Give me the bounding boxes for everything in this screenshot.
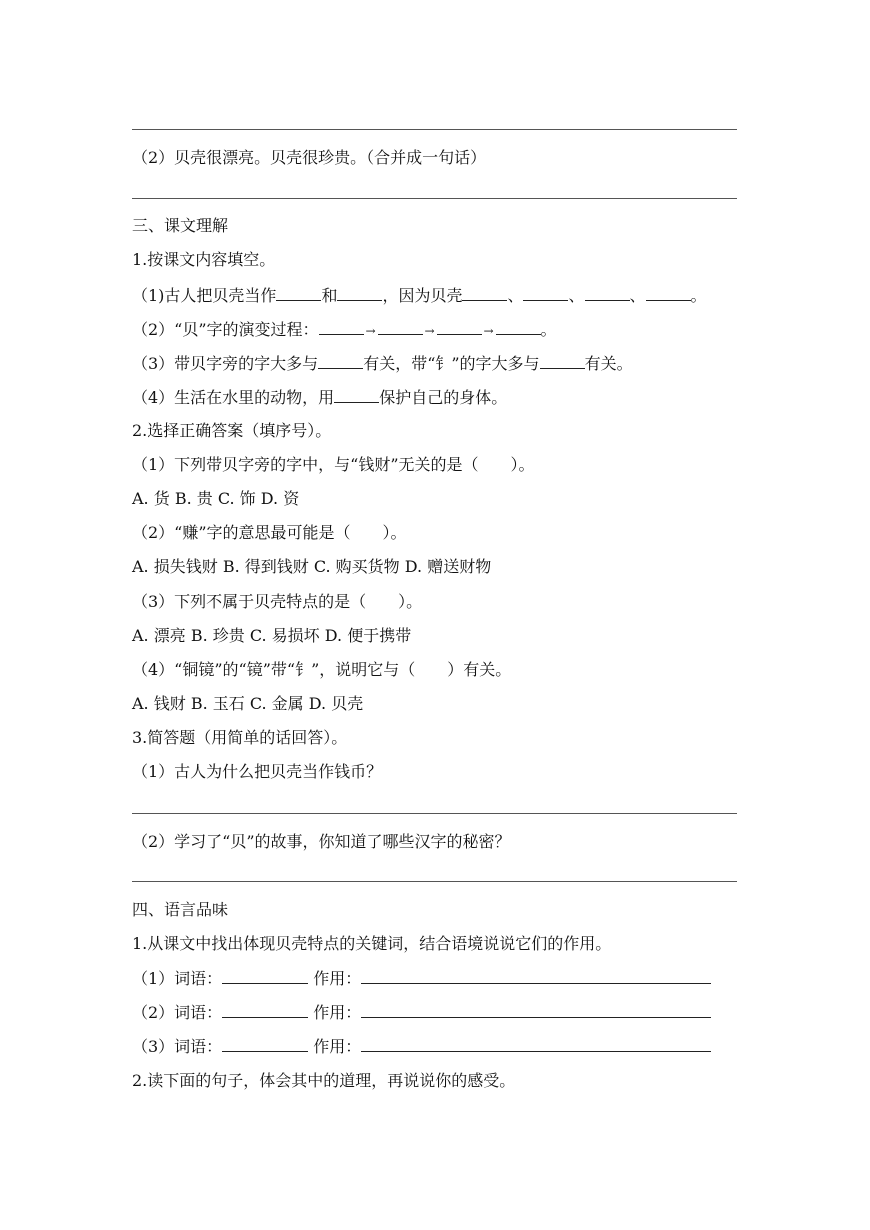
answer-line[interactable] <box>132 198 737 199</box>
keyword-row-3 <box>132 1036 711 1057</box>
fill-blank[interactable] <box>334 387 379 403</box>
usage-label: 作用： <box>313 1003 362 1022</box>
arrow-icon: → <box>483 324 494 338</box>
fill-text: 保护自己的身体。 <box>379 388 508 407</box>
arrow-icon: → <box>424 324 435 338</box>
q2-title: 2.选择正确答案（填序号）。 <box>132 421 332 440</box>
fill-blank[interactable] <box>337 285 382 301</box>
fill-text: 有关，带“钅”的字大多与 <box>363 354 540 373</box>
choice-options-4: A. 钱财 B. 玉石 C. 金属 D. 贝壳 <box>132 694 364 713</box>
separator: 、 <box>507 286 524 305</box>
choice-question-2: （2）“赚”字的意思最可能是（ ）。 <box>132 523 407 542</box>
fill-text: （2）“贝”字的演变过程： <box>132 320 319 339</box>
keyword-label: （1）词语： <box>132 969 223 988</box>
separator: 、 <box>629 286 646 305</box>
fill-blank[interactable] <box>319 319 364 335</box>
keyword-blank[interactable] <box>222 1036 308 1052</box>
answer-line[interactable] <box>132 813 737 814</box>
usage-blank[interactable] <box>361 1036 711 1052</box>
choice-question-4: （4）“铜镜”的“镜”带“钅”，说明它与（ ）有关。 <box>132 660 512 679</box>
fill-blank[interactable] <box>496 319 541 335</box>
keyword-row-1 <box>132 968 711 989</box>
answer-line[interactable] <box>132 881 737 882</box>
fill-text: （3）带贝字旁的字大多与 <box>132 354 319 373</box>
choice-options-2: A. 损失钱财 B. 得到钱财 C. 购买货物 D. 赠送财物 <box>132 557 492 576</box>
choice-question-3: （3）下列不属于贝壳特点的是（ ）。 <box>132 592 423 611</box>
short-answer-1: （1）古人为什么把贝壳当作钱币？ <box>132 762 383 781</box>
section-heading-4: 四、语言品味 <box>132 900 229 919</box>
fill-text: （1)古人把贝壳当作 <box>132 286 277 305</box>
fill-blank[interactable] <box>462 285 507 301</box>
choice-question-1: （1）下列带贝字旁的字中，与“钱财”无关的是（ ）。 <box>132 455 535 474</box>
keyword-label: （2）词语： <box>132 1003 223 1022</box>
fill-row-3 <box>132 353 633 374</box>
arrow-icon: → <box>365 324 376 338</box>
choice-options-3: A. 漂亮 B. 珍贵 C. 易损坏 D. 便于携带 <box>132 626 412 645</box>
fill-text: 和 <box>321 286 338 305</box>
fill-row-4 <box>132 387 507 408</box>
usage-blank[interactable] <box>361 968 711 984</box>
choice-options-1: A. 货 B. 贵 C. 饰 D. 资 <box>132 489 300 508</box>
fill-text: 有关。 <box>584 354 633 373</box>
separator: 、 <box>568 286 585 305</box>
q3-title: 3.简答题（用简单的话回答）。 <box>132 728 348 747</box>
fill-blank[interactable] <box>585 285 630 301</box>
fill-blank[interactable] <box>437 319 482 335</box>
section-heading-3: 三、课文理解 <box>132 216 229 235</box>
usage-label: 作用： <box>313 1037 362 1056</box>
keyword-row-2 <box>132 1002 711 1023</box>
fill-blank[interactable] <box>378 319 423 335</box>
keyword-label: （3）词语： <box>132 1037 223 1056</box>
short-answer-2: （2）学习了“贝”的故事，你知道了哪些汉字的秘密？ <box>132 832 511 851</box>
fill-blank[interactable] <box>276 285 321 301</box>
fill-text: 。 <box>690 286 707 305</box>
q1-title: 1.按课文内容填空。 <box>132 250 276 269</box>
fill-blank[interactable] <box>523 285 568 301</box>
fill-text: ，因为贝壳 <box>382 286 463 305</box>
s4-q2-title: 2.读下面的句子，体会其中的道理，再说说你的感受。 <box>132 1071 516 1090</box>
keyword-blank[interactable] <box>222 1002 308 1018</box>
fill-row-2 <box>132 319 557 341</box>
keyword-blank[interactable] <box>222 968 308 984</box>
s2-question-2: （2）贝壳很漂亮。贝壳很珍贵。（合并成一句话） <box>132 148 487 167</box>
fill-row-1 <box>132 285 707 306</box>
usage-blank[interactable] <box>361 1002 711 1018</box>
fill-text: （4）生活在水里的动物，用 <box>132 388 335 407</box>
fill-blank[interactable] <box>540 353 585 369</box>
fill-blank[interactable] <box>646 285 691 301</box>
fill-blank[interactable] <box>318 353 363 369</box>
usage-label: 作用： <box>313 969 362 988</box>
answer-line[interactable] <box>132 129 737 130</box>
s4-q1-title: 1.从课文中找出体现贝壳特点的关键词，结合语境说说它们的作用。 <box>132 934 612 953</box>
fill-text: 。 <box>540 320 557 339</box>
